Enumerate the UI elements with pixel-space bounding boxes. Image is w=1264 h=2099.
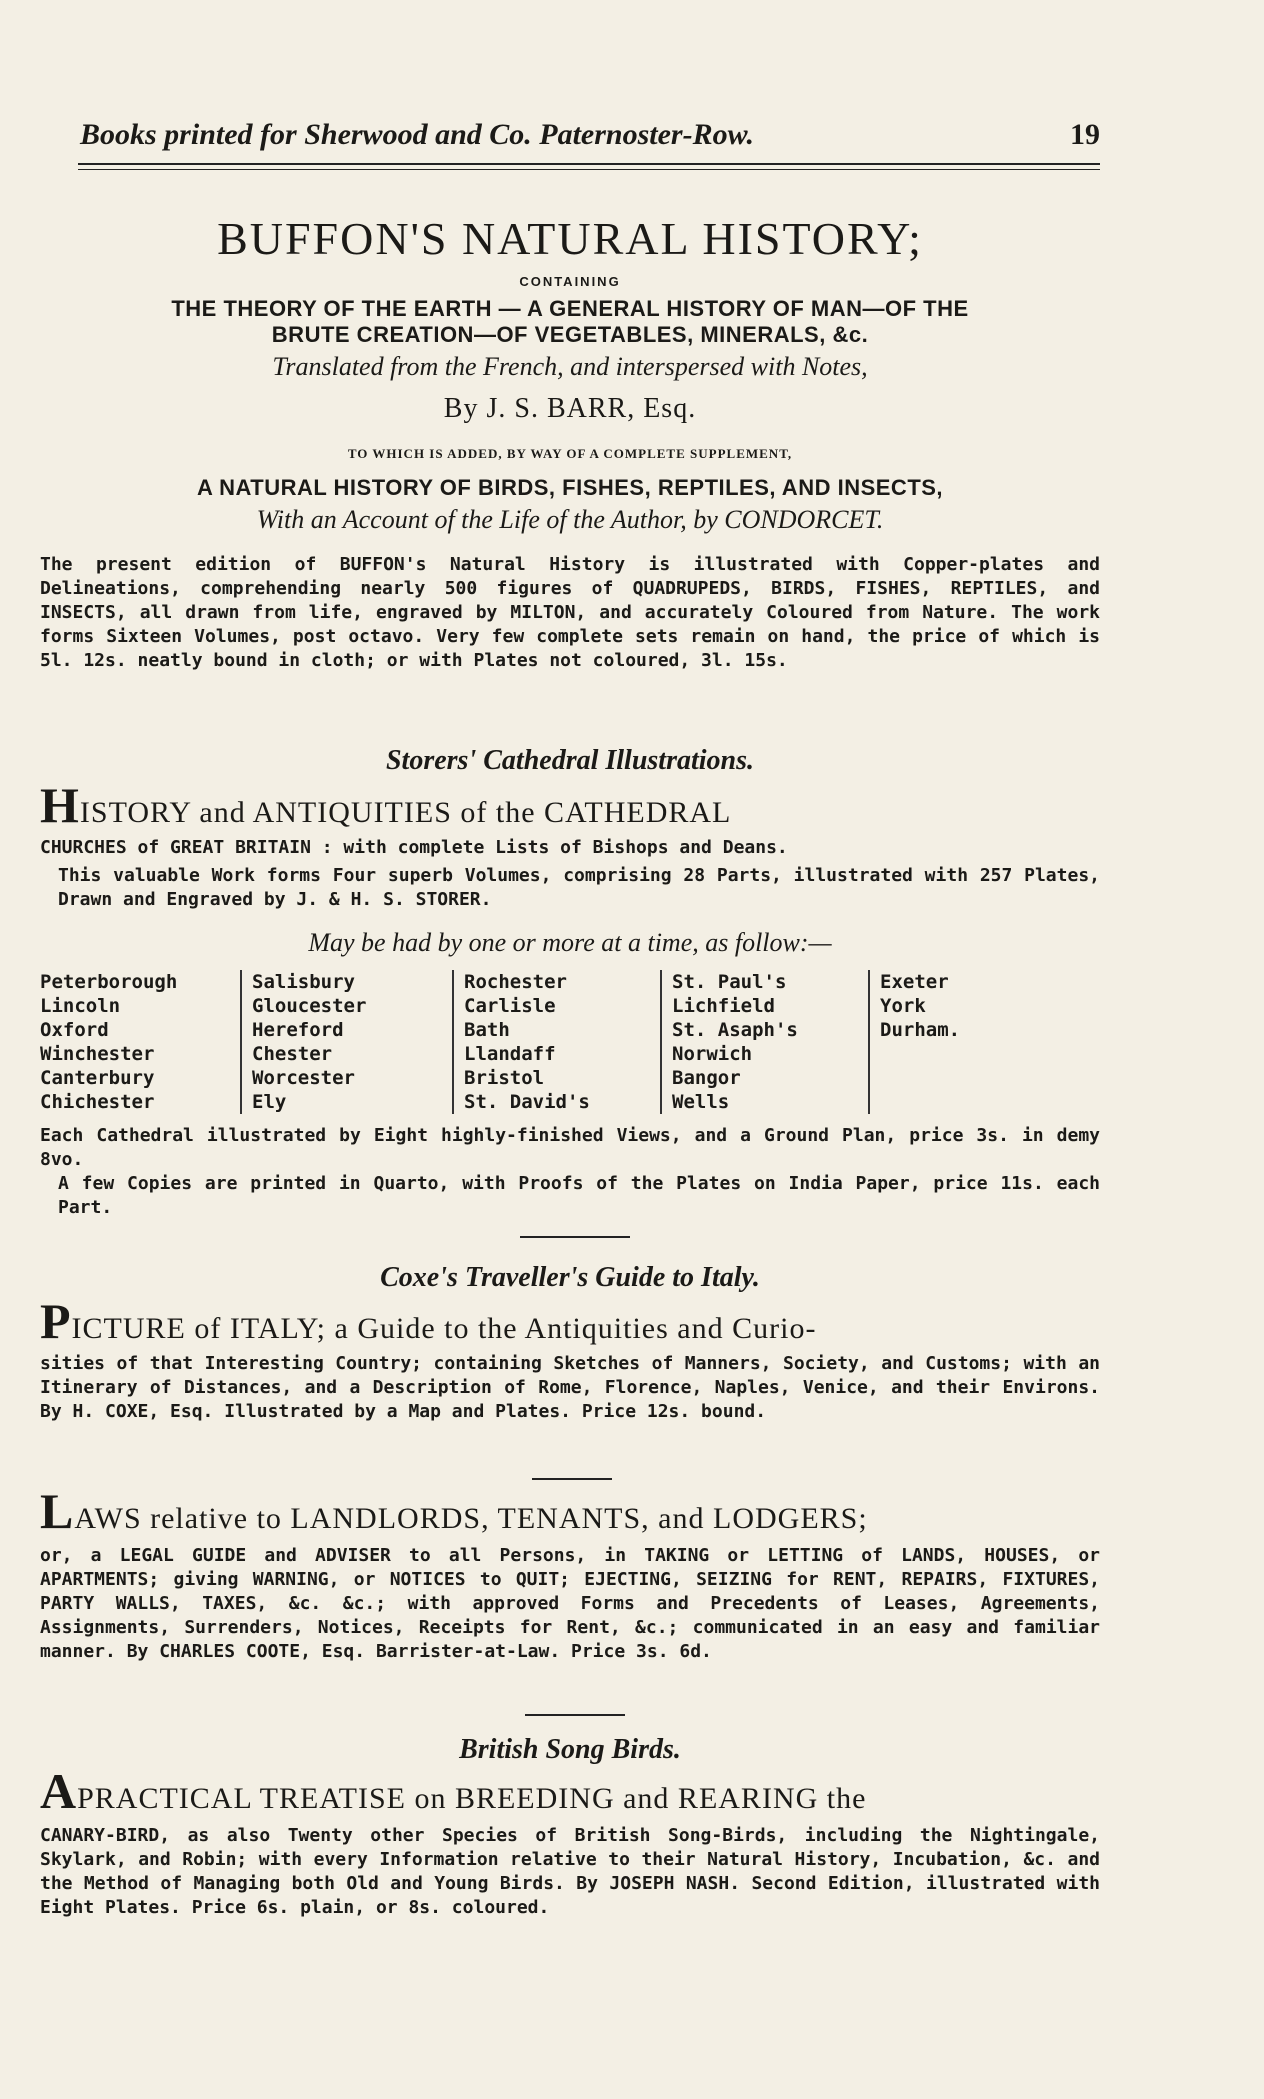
list-item: Durham. [880,1019,961,1041]
laws-title-rest: AWS relative to LANDLORDS, TENANTS, and LODGERS; [74,1502,868,1535]
storer-quarto-note: A few Copies are printed in Quarto, with Proofs of the Plates on India Paper, price 11s. each Part. [58,1173,1100,1218]
cathedral-column [240,970,452,1114]
birds-description: CANARY-BIRD, as also Twenty other Species of British Song-Birds, including the Nightingale, Skylark, and Robin; with every Information relative to their Natural History, Incubation, &c. and the Method of Managing both Old and Young Birds. By JOSEPH NASH. Second Edition, illustrated with Eight Plates. Price 6s. plain, or 8s. coloured. [40,1825,1100,1918]
running-header [80,118,1100,152]
buffon-translated: Translated from the French, and interspersed with Notes, [272,352,868,381]
list-item: Exeter [880,971,949,993]
birds-title-rest: PRACTICAL TREATISE on BREEDING and REARING the [77,1782,867,1815]
storer-title-line2: CHURCHES of GREAT BRITAIN : with complete Lists of Bishops and Deans. [40,837,788,858]
list-item: Wells [672,1091,730,1113]
coxe-section-title: Coxe's Traveller's Guide to Italy. [380,1262,760,1293]
laws-drop-cap: L [40,1483,75,1539]
buffon-subtitle-2: BRUTE CREATION—OF VEGETABLES, MINERALS, &c. [271,322,869,347]
list-item: Norwich [672,1043,753,1065]
buffon-description: The present edition of BUFFON's Natural History is illustrated with Copper-plates and Delineations, comprehending nearly 500 figures of QUADRUPEDS, BIRDS, FISHES, REPTILES, and INSECTS, all drawn from life, engraved by MILTON, and accurately Coloured from Nature. The work forms Sixteen Volumes, post octavo. Very few complete sets remain on hand, the price of which is 5l. 12s. neatly bound in cloth; or with Plates not coloured, 3l. 15s. [40,554,1100,671]
storer-section-title: Storers' Cathedral Illustrations. [385,745,754,776]
list-item: Oxford [40,1019,109,1041]
list-item: Hereford [252,1019,344,1041]
birds-drop-cap: A [40,1763,78,1819]
birds-heading [40,1763,1100,1819]
section-divider [532,1478,612,1480]
laws-description: or, a LEGAL GUIDE and ADVISER to all Persons, in TAKING or LETTING of LANDS, HOUSES, or APARTMENTS; giving WARNING, or NOTICES to QUIT; EJECTING, SEIZING for RENT, REPAIRS, FIXTURES, PARTY WALLS, TAXES, &c. &c.; with approved Forms and Precedents of Leases, Agreements, Assignments, Surrenders, Notices, Receipts for Rent, &c.; communicated in an easy and familiar manner. By CHARLES COOTE, Esq. Barrister-at-Law. Price 3s. 6d. [40,1545,1100,1662]
laws-heading [40,1483,1100,1539]
section-divider [525,1714,625,1716]
buffon-title: BUFFON'S NATURAL HISTORY; [217,213,923,264]
buffon-subtitle-1: THE THEORY OF THE EARTH — A GENERAL HISTORY OF MAN—OF THE [171,296,969,321]
storer-heading [40,777,1100,833]
storer-drop-cap: H [40,777,80,833]
list-item: Chichester [40,1091,155,1113]
storer-description: This valuable Work forms Four superb Volumes, comprising 28 Parts, illustrated with 257 Plates, Drawn and Engraved by J. & H. S. STORER. [58,865,1100,910]
cathedral-column [868,970,1040,1114]
list-item: Rochester [464,971,567,993]
list-item: Carlisle [464,995,556,1017]
list-item: Bath [464,1019,510,1041]
section-divider [520,1236,630,1238]
coxe-description: sities of that Interesting Country; containing Sketches of Manners, Society, and Customs; with an Itinerary of Distances, and a Description of Rome, Florence, Naples, Venice, and their Environs. By H. COXE, Esq. Illustrated by a Map and Plates. Price 12s. bound. [40,1353,1100,1422]
header-rule-thin [78,169,1100,170]
list-item: St. Asaph's [672,1019,798,1041]
cathedral-column [660,970,868,1114]
buffon-containing: CONTAINING [519,274,621,289]
list-item: Canterbury [40,1067,155,1089]
list-item: Chester [252,1043,333,1065]
storer-title-rest: ISTORY and ANTIQUITIES of the CATHEDRAL [79,796,732,829]
storer-may-be-had: May be had by one or more at a time, as follow:— [308,928,832,957]
buffon-to-which: TO WHICH IS ADDED, BY WAY OF A COMPLETE SUPPLEMENT, [347,446,793,461]
list-item: Worcester [252,1067,355,1089]
buffon-author: By J. S. BARR, Esq. [443,393,697,424]
storer-price-note: Each Cathedral illustrated by Eight highly-finished Views, and a Ground Plan, price 3s. in demy 8vo. [40,1125,1100,1170]
list-item: Salisbury [252,971,355,993]
cathedral-column [452,970,660,1114]
buffon-supplement: A NATURAL HISTORY OF BIRDS, FISHES, REPTILES, AND INSECTS, [196,475,944,500]
running-title: Books printed for Sherwood and Co. Paternoster-Row. [80,118,754,151]
list-item: Winchester [40,1043,155,1065]
birds-section-title: British Song Birds. [459,1734,681,1765]
list-item: Ely [252,1091,287,1113]
header-rule [78,163,1100,165]
buffon-account: With an Account of the Life of the Author, by CONDORCET. [256,505,884,534]
list-item: St. David's [464,1091,590,1113]
cathedral-column [40,970,240,1114]
coxe-title-rest: ICTURE of ITALY; a Guide to the Antiquities and Curio- [71,1312,817,1345]
list-item: Lichfield [672,995,775,1017]
list-item: York [880,995,926,1017]
page-number: 19 [1070,118,1100,151]
list-item: Peterborough [40,971,178,993]
list-item: Gloucester [252,995,367,1017]
coxe-heading [40,1293,1100,1349]
cathedral-list [40,970,1040,1114]
list-item: St. Paul's [672,971,787,993]
list-item: Bangor [672,1067,741,1089]
list-item: Lincoln [40,995,121,1017]
list-item: Llandaff [464,1043,556,1065]
coxe-drop-cap: P [40,1293,72,1349]
list-item: Bristol [464,1067,545,1089]
